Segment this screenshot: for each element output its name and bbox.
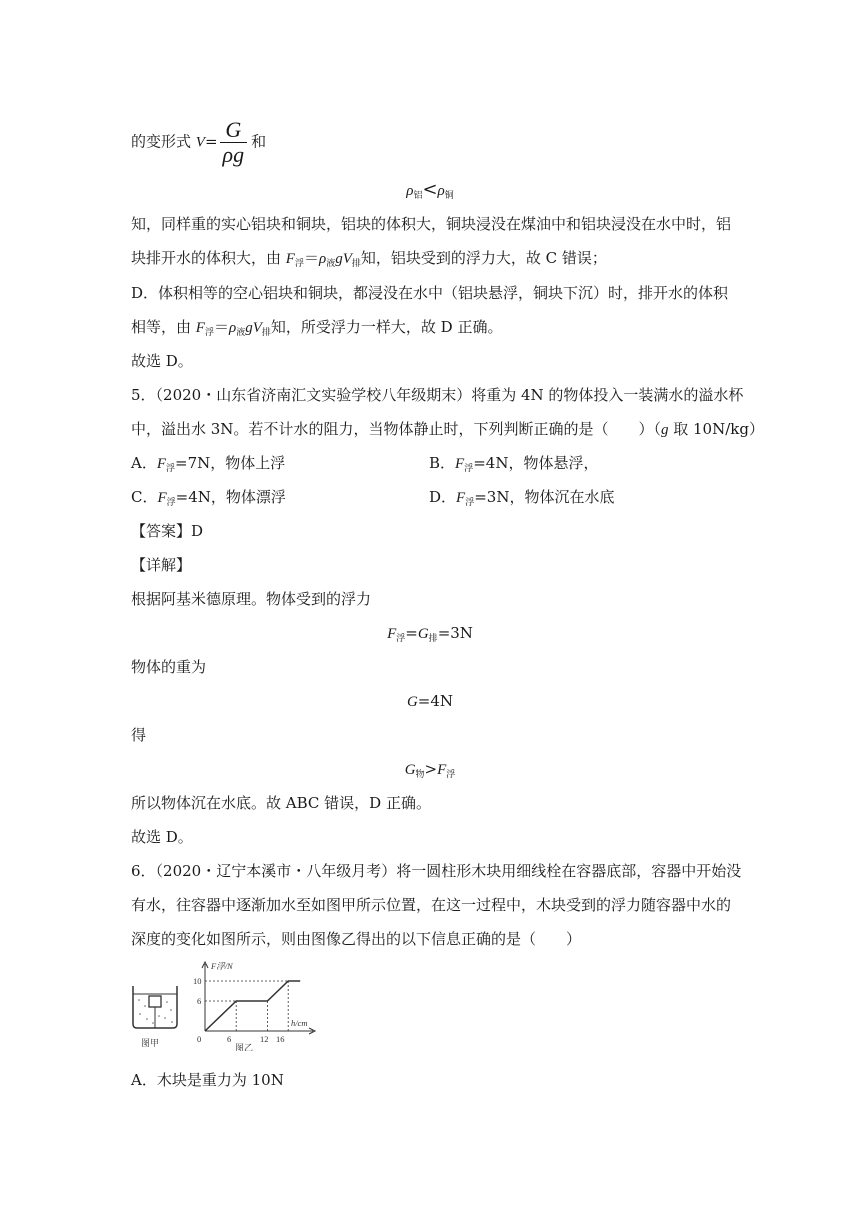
- question-5-stem: 5．（2020・山东省济南汇文实验学校八年级期末）将重为 4N 的物体投入一装满水的溢水杯: [131, 386, 744, 404]
- question-5-stem: 中，溢出水 3N。若不计水的阻力，当物体静止时，下列判断正确的是（ ）（g 取 10N/kg）: [131, 420, 764, 438]
- x-tick-16: 16: [276, 1034, 285, 1044]
- caption-figure-a: 图甲: [141, 1038, 160, 1048]
- text-line: 块排开水的体积大，由 $F_浮=\rho_液gV_排$知，铝块受到的浮力大，故 C 错误；: [131, 249, 607, 269]
- text-line: 知，同样重的实心铝块和铜块，铝块的体积大，铜块浸没在煤油中和铝块浸没在水中时，铝: [131, 215, 732, 233]
- question-6-figure: [131, 956, 346, 1055]
- text-line: 根据阿基米德原理。物体受到的浮力: [131, 590, 372, 608]
- text-line: 相等，由 $F_浮=\rho_液gV_排$知，所受浮力一样大，故 D 正确。: [131, 318, 503, 338]
- buoyancy-equation: $F_浮=G_排=3N$: [387, 624, 473, 644]
- x-tick-12: 12: [260, 1034, 269, 1044]
- text-line: 故选 D。: [131, 352, 193, 370]
- y-tick-10: 10: [193, 976, 202, 986]
- comparison-equation: $G_物>F_浮$: [404, 760, 456, 780]
- option-b: B．$F_浮=4N$，物体悬浮，: [429, 454, 599, 474]
- question-6-stem: 深度的变化如图所示，则由图像乙得出的以下信息正确的是（ ）: [131, 930, 582, 948]
- dashed-guides: [205, 981, 300, 1031]
- option-a: A．$F_浮=7N$，物体上浮: [131, 454, 286, 474]
- buoyancy-curve: [205, 981, 300, 1031]
- answer-label: 【答案】D: [131, 522, 204, 540]
- y-tick-6: 6: [197, 996, 202, 1006]
- x-tick-6: 6: [227, 1034, 232, 1044]
- text-line: 得: [131, 726, 147, 744]
- option-c: C．$F_浮=4N$，物体漂浮: [131, 488, 286, 508]
- x-axis-label: h/cm: [291, 1018, 308, 1028]
- question-6-stem: 有水，往容器中逐渐加水至如图甲所示位置，在这一过程中，木块受到的浮力随容器中水的: [131, 896, 732, 914]
- text-line: 故选 D。: [131, 828, 193, 846]
- container-diagram: [133, 986, 177, 1028]
- question-6-stem: 6．（2020・辽宁本溪市・八年级月考）将一圆柱形木块用细线栓在容器底部，容器中开始没: [131, 862, 742, 880]
- formula-line-volume: 的变形式 V= $\frac{G}{\rho g}$ 和: [131, 117, 267, 167]
- density-comparison: $\rho_铝<\rho_铜$: [406, 179, 454, 201]
- weight-equation: G=4N: [406, 692, 454, 710]
- y-axis-label: F浮/N: [211, 961, 233, 971]
- option-d: D．$F_浮=3N$，物体沉在水底: [429, 488, 615, 508]
- explanation-label: 【详解】: [131, 556, 192, 574]
- caption-figure-b: 图乙: [235, 1043, 254, 1051]
- buoyancy-graph: [193, 961, 315, 1044]
- volume-fraction: $\frac{G}{\rho g}$: [220, 118, 248, 167]
- text-line: 所以物体沉在水底。故 ABC 错误，D 正确。: [131, 794, 431, 812]
- text-line: D．体积相等的空心铝块和铜块，都浸没在水中（铝块悬浮，铜块下沉）时，排开水的体积: [131, 284, 729, 302]
- figure-svg: [131, 956, 346, 1051]
- x-tick-0: 0: [197, 1034, 202, 1044]
- text-line: 物体的重为: [131, 658, 207, 676]
- wood-block: [149, 996, 161, 1007]
- option-a: A．木块是重力为 10N: [131, 1071, 284, 1089]
